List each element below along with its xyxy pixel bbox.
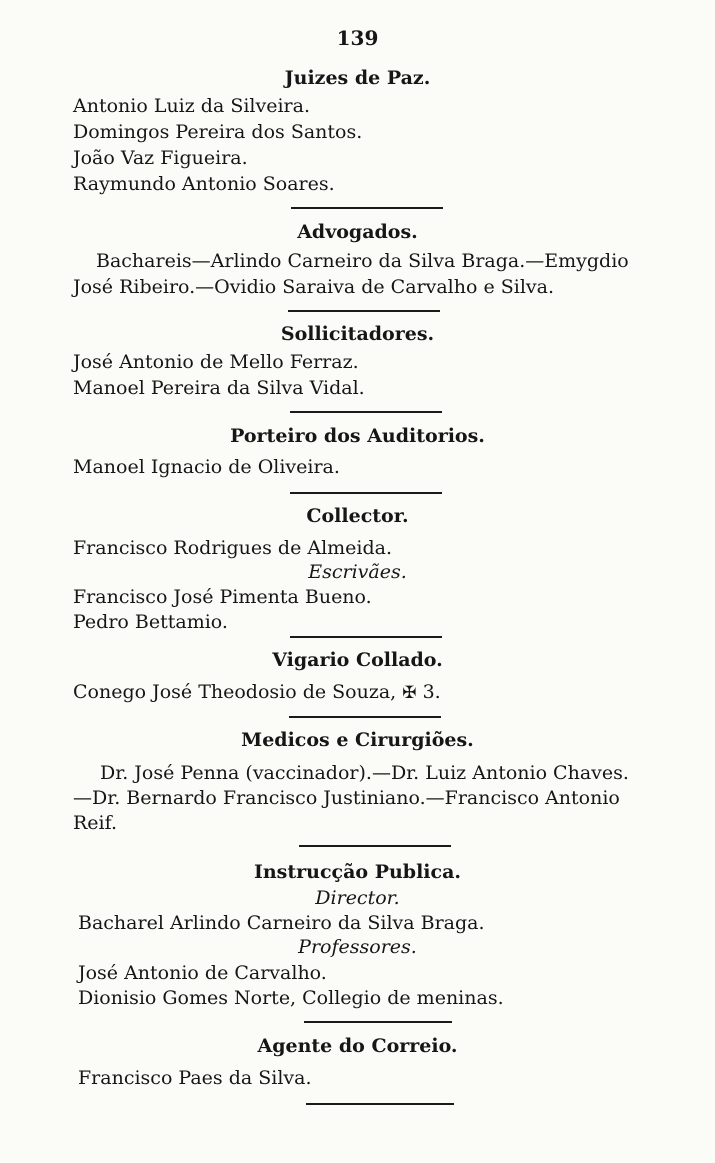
section-heading-vigario: Vigario Collado. — [272, 649, 443, 671]
text-line — [73, 680, 441, 705]
cross-decoration-icon: ✠ — [402, 683, 417, 703]
text-line: Manoel Ignacio de Oliveira. — [73, 456, 340, 478]
section-divider — [290, 636, 442, 638]
section-divider — [290, 411, 442, 413]
text-line: José Antonio de Carvalho. — [78, 962, 327, 984]
text-line: Francisco Paes da Silva. — [78, 1067, 312, 1089]
section-heading-correio: Agente do Correio. — [257, 1035, 458, 1057]
decoration-number: 3. — [422, 681, 441, 703]
subheading-professores: Professores. — [298, 936, 417, 958]
section-heading-instruccao: Instrucção Publica. — [253, 861, 462, 883]
text-line: Dionisio Gomes Norte, Collegio de meninas. — [78, 987, 504, 1009]
section-divider — [290, 492, 442, 494]
vigario-name: Conego José Theodosio de Souza, — [73, 681, 397, 703]
section-heading-juizes: Juizes de Paz. — [284, 67, 431, 89]
text-line: —Dr. Bernardo Francisco Justiniano.—Francisco Antonio — [73, 787, 620, 809]
section-divider — [306, 1103, 454, 1105]
text-line: Bachareis—Arlindo Carneiro da Silva Braga.—Emygdio — [96, 250, 629, 272]
section-divider — [288, 310, 440, 312]
page-number: 139 — [336, 26, 379, 50]
subheading-director: Director. — [315, 887, 400, 909]
text-line: Manoel Pereira da Silva Vidal. — [73, 377, 365, 399]
section-heading-collector: Collector. — [306, 505, 409, 527]
text-line: José Antonio de Mello Ferraz. — [73, 351, 359, 373]
section-heading-sollicitadores: Sollicitadores. — [280, 323, 435, 345]
section-divider — [304, 1021, 452, 1023]
section-heading-medicos: Medicos e Cirurgiões. — [241, 729, 474, 751]
section-divider — [289, 716, 441, 718]
text-line: Francisco Rodrigues de Almeida. — [73, 537, 393, 559]
text-line: Francisco José Pimenta Bueno. — [73, 586, 372, 608]
section-heading-porteiro: Porteiro dos Auditorios. — [230, 425, 485, 447]
text-line: Antonio Luiz da Silveira. — [73, 95, 311, 117]
subheading-escrivaes: Escrivães. — [308, 561, 407, 583]
text-line: João Vaz Figueira. — [73, 147, 248, 169]
text-line: Domingos Pereira dos Santos. — [73, 121, 363, 143]
text-line: José Ribeiro.—Ovidio Saraiva de Carvalho e Silva. — [73, 276, 555, 298]
section-divider — [291, 207, 443, 209]
section-divider — [299, 845, 451, 847]
text-line: Dr. José Penna (vaccinador).—Dr. Luiz Antonio Chaves. — [100, 762, 629, 784]
text-line: Reif. — [73, 812, 118, 834]
text-line: Bacharel Arlindo Carneiro da Silva Braga. — [78, 912, 485, 934]
section-heading-advogados: Advogados. — [297, 221, 418, 243]
text-line: Raymundo Antonio Soares. — [73, 173, 335, 195]
text-line: Pedro Bettamio. — [73, 611, 228, 633]
